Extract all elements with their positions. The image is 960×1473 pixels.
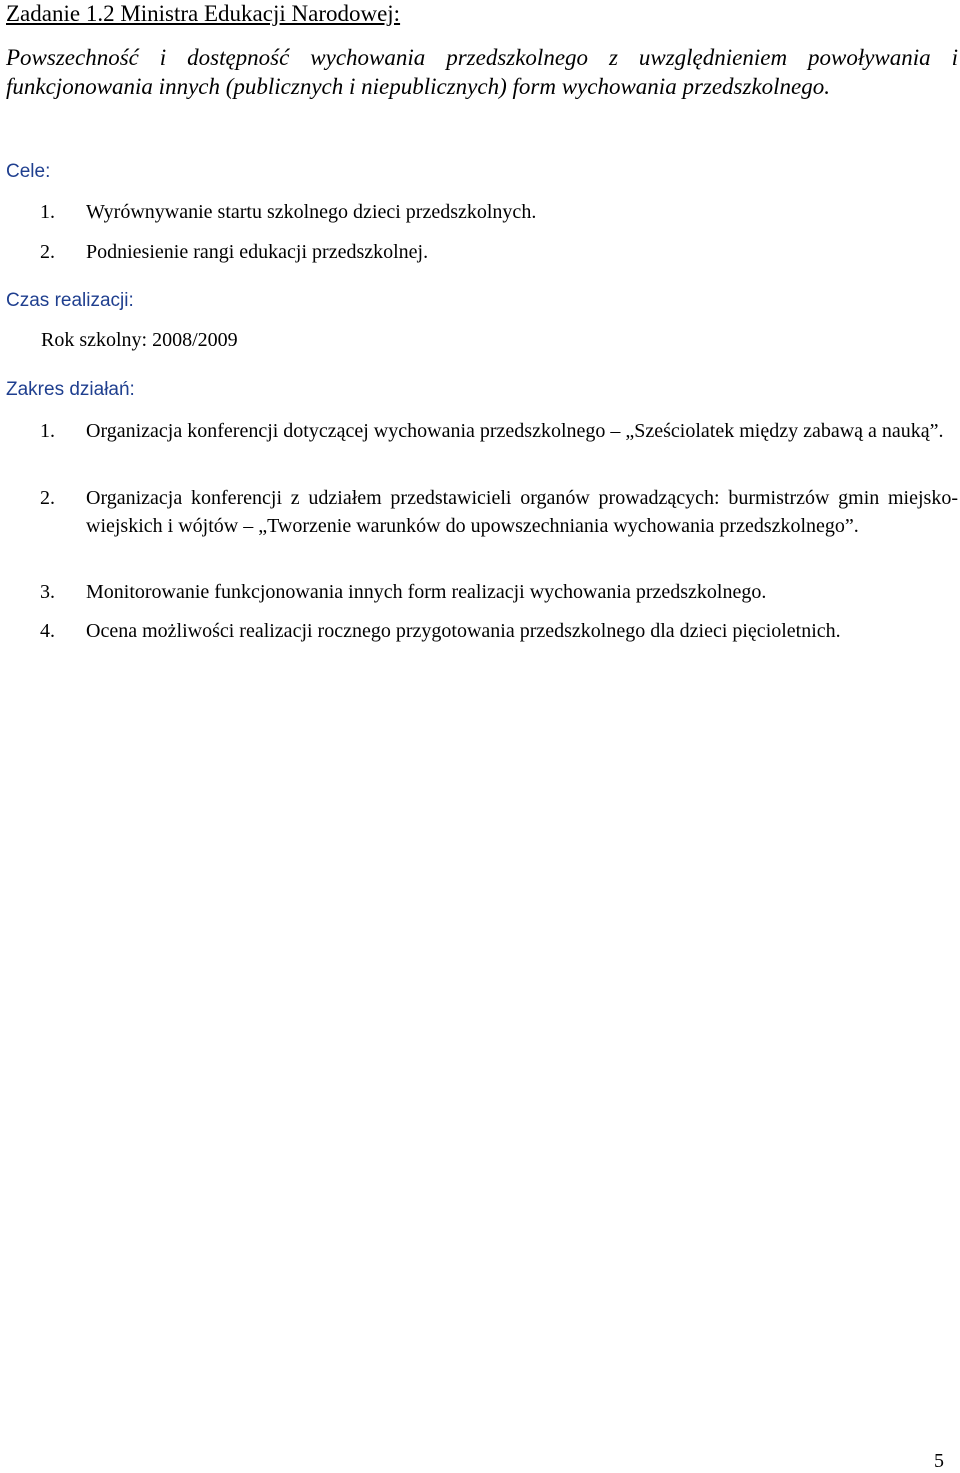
timeframe-label: Czas realizacji: <box>6 290 134 311</box>
scope-text: Monitorowanie funkcjonowania innych form realizacji wychowania przedszkolnego. <box>86 581 767 603</box>
goal-text: Podniesienie rangi edukacji przedszkolnej. <box>86 241 429 263</box>
scope-number: 3. <box>40 581 55 603</box>
scope-label: Zakres działań: <box>6 379 135 400</box>
task-subtitle: Powszechność i dostępność wychowania przedszkolnego z uwzględnieniem powoływania i funkcjonowania innych (publicznych i niepublicznych) form wychowania przedszkolnego. <box>6 45 958 99</box>
scope-text: Organizacja konferencji dotyczącej wychowania przedszkolnego – „Sześciolatek między zabawą a nauką”. <box>86 420 944 442</box>
goals-label: Cele: <box>6 161 51 182</box>
goal-number: 1. <box>40 201 55 223</box>
scope-text: Ocena możliwości realizacji rocznego przygotowania przedszkolnego dla dzieci pięcioletnich. <box>86 620 841 642</box>
page-number: 5 <box>934 1450 944 1472</box>
scope-number: 1. <box>40 420 55 442</box>
scope-number: 2. <box>40 487 55 509</box>
goal-number: 2. <box>40 241 55 263</box>
goal-text: Wyrównywanie startu szkolnego dzieci przedszkolnych. <box>86 201 537 223</box>
scope-number: 4. <box>40 620 55 642</box>
scope-text: Organizacja konferencji z udziałem przedstawicieli organów prowadzących: burmistrzów gmin miejsko-wiejskich i wójtów – „Tworzenie warunków do upowszechniania wychowania przedszkolnego”. <box>86 487 958 537</box>
task-heading: Zadanie 1.2 Ministra Edukacji Narodowej: <box>6 1 401 26</box>
timeframe-value: Rok szkolny: 2008/2009 <box>41 329 238 351</box>
